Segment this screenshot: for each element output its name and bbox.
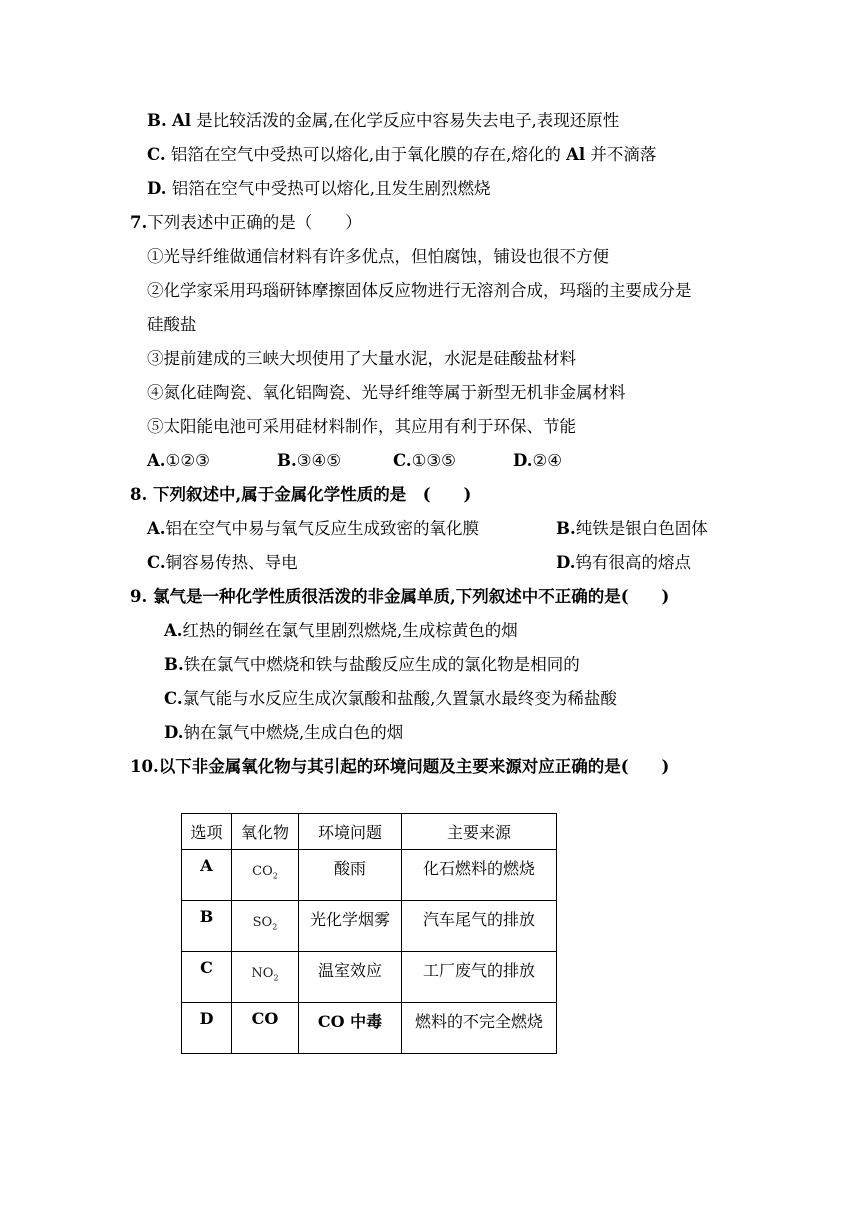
q6-option-b-al: Al — [171, 111, 192, 130]
q6-option-c — [147, 144, 656, 166]
table-cell-option: A — [182, 850, 232, 901]
table-header-cell: 选项 — [182, 814, 232, 850]
table-header-cell: 主要来源 — [402, 814, 557, 850]
q7-option-d-text: ②④ — [532, 451, 563, 470]
q8-option-b-label: B. — [556, 519, 576, 538]
oxide-base: SO — [252, 915, 273, 930]
oxide-formula — [252, 864, 278, 881]
q7-option-b — [277, 450, 341, 472]
oxide-table — [181, 813, 557, 1054]
q7-stem — [130, 212, 362, 234]
table-cell-option: C — [182, 952, 232, 1003]
table-cell-issue: 温室效应 — [299, 952, 402, 1003]
q8-option-a-text: 铝在空气中易与氧气反应生成致密的氧化膜 — [165, 519, 480, 538]
q6-option-b-text: 是比较活泼的金属,在化学反应中容易失去电子,表现还原性 — [196, 111, 620, 130]
q6-option-d — [147, 178, 490, 200]
table-cell-issue: 酸雨 — [299, 850, 402, 901]
table-cell-issue: CO 中毒 — [299, 1003, 402, 1054]
table-row — [182, 1003, 557, 1054]
table-cell-issue: 光化学烟雾 — [299, 901, 402, 952]
q9-option-b — [164, 654, 580, 676]
q8-option-b — [556, 518, 708, 540]
q9-option-d-text: 钠在氯气中燃烧,生成白色的烟 — [183, 723, 404, 742]
q7-statement-3: ③提前建成的三峡大坝使用了大量水泥，水泥是硅酸盐材料 — [147, 349, 576, 368]
q6-option-b-label: B. — [147, 111, 167, 130]
q9-option-b-text: 铁在氯气中燃烧和铁与盐酸反应生成的氯化物是相同的 — [183, 655, 580, 674]
table-cell-option: B — [182, 901, 232, 952]
table-header-cell: 氧化物 — [232, 814, 299, 850]
q6-option-d-label: D. — [147, 179, 167, 198]
table-cell-oxide: CO — [232, 1003, 299, 1054]
q7-option-a-label: A. — [147, 451, 166, 470]
q8-option-c — [147, 552, 298, 574]
q6-option-d-text: 铝箔在空气中受热可以熔化,且发生剧烈燃烧 — [171, 179, 491, 198]
q6-option-c-al: Al — [566, 145, 586, 164]
oxide-formula — [251, 966, 278, 983]
table-cell-option: D — [182, 1003, 232, 1054]
table-row — [182, 901, 557, 952]
table-row — [182, 850, 557, 901]
table-header-row — [182, 814, 557, 850]
oxide-subscript: 2 — [272, 871, 278, 881]
q7-statement-1: ①光导纤维做通信材料有许多优点，但怕腐蚀，铺设也很不方便 — [147, 247, 609, 266]
q9-option-c-label: C. — [164, 689, 183, 708]
oxide-base: CO — [252, 864, 273, 879]
q7-option-a-text: ①②③ — [165, 451, 210, 470]
q7-number: 7. — [130, 213, 148, 232]
q7-option-c-label: C. — [393, 451, 412, 470]
q8-option-c-text: 铜容易传热、导电 — [165, 553, 298, 572]
q6-option-b — [147, 110, 619, 132]
q7-option-d-label: D. — [513, 451, 533, 470]
oxide-subscript: 2 — [273, 973, 279, 983]
q9-option-b-label: B. — [164, 655, 184, 674]
q7-statement-5: ⑤太阳能电池可采用硅材料制作，其应用有利于环保、节能 — [147, 417, 576, 436]
q9-option-c — [164, 688, 617, 710]
q9-option-a — [164, 620, 518, 642]
q8-stem: 8. 下列叙述中,属于金属化学性质的是 ( ) — [130, 485, 472, 504]
q8-option-d — [556, 552, 691, 574]
q7-option-a — [147, 450, 210, 472]
oxide-formula — [253, 915, 278, 932]
q7-option-c-text: ①③⑤ — [411, 451, 456, 470]
q7-stem-text: 下列表述中正确的是（ ） — [147, 213, 362, 232]
q7-statement-2a: ②化学家采用玛瑙研钵摩擦固体反应物进行无溶剂合成，玛瑙的主要成分是 — [147, 281, 692, 300]
q9-option-a-label: A. — [164, 621, 183, 640]
q8-option-d-label: D. — [556, 553, 576, 572]
q7-option-c — [393, 450, 456, 472]
table-header-cell: 环境问题 — [299, 814, 402, 850]
q7-option-b-label: B. — [277, 451, 297, 470]
q6-option-c-text-1: 铝箔在空气中受热可以熔化,由于氧化膜的存在,熔化的 — [170, 145, 561, 164]
oxide-base: NO — [251, 966, 274, 981]
table-row — [182, 952, 557, 1003]
q8-option-b-text: 纯铁是银白色固体 — [575, 519, 708, 538]
q9-option-c-text: 氯气能与水反应生成次氯酸和盐酸,久置氯水最终变为稀盐酸 — [182, 689, 617, 708]
table-cell-oxide — [232, 850, 299, 901]
q9-option-d — [164, 722, 403, 744]
table-cell-source: 汽车尾气的排放 — [402, 901, 557, 952]
q7-statement-4: ④氮化硅陶瓷、氧化铝陶瓷、光导纤维等属于新型无机非金属材料 — [147, 383, 626, 402]
q7-option-d — [513, 450, 562, 472]
table-cell-oxide — [232, 952, 299, 1003]
q7-statement-2b: 硅酸盐 — [147, 315, 197, 334]
q8-option-d-text: 钨有很高的熔点 — [575, 553, 691, 572]
q8-option-a-label: A. — [147, 519, 166, 538]
q9-option-a-text: 红热的铜丝在氯气里剧烈燃烧,生成棕黄色的烟 — [182, 621, 518, 640]
q9-option-d-label: D. — [164, 723, 184, 742]
q10-stem: 10.以下非金属氧化物与其引起的环境问题及主要来源对应正确的是( ) — [130, 757, 670, 776]
table-cell-oxide — [232, 901, 299, 952]
q6-option-c-label: C. — [147, 145, 166, 164]
table-cell-source: 化石燃料的燃烧 — [402, 850, 557, 901]
q8-option-a — [147, 518, 479, 540]
table-cell-source: 工厂废气的排放 — [402, 952, 557, 1003]
q8-option-c-label: C. — [147, 553, 166, 572]
oxide-subscript: 2 — [272, 922, 278, 932]
table-cell-source: 燃料的不完全燃烧 — [402, 1003, 557, 1054]
q7-option-b-text: ③④⑤ — [296, 451, 342, 470]
q6-option-c-text-3: 并不滴落 — [590, 145, 657, 164]
q9-stem: 9. 氯气是一种化学性质很活泼的非金属单质,下列叙述中不正确的是( ) — [130, 587, 670, 606]
